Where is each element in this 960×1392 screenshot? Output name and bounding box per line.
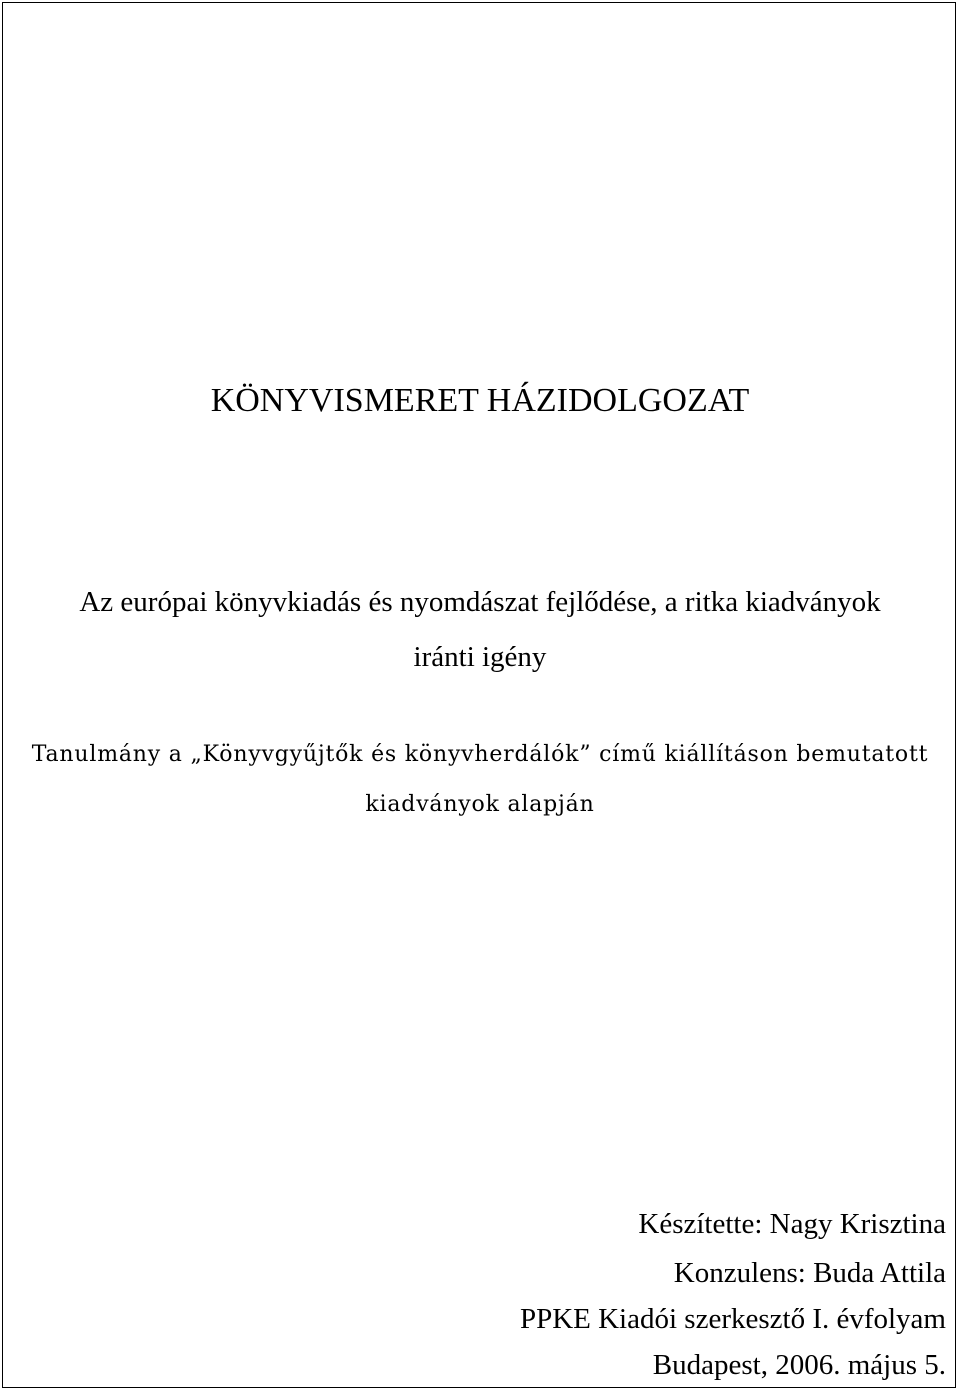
advisor-credit: Konzulens: Buda Attila [673,1257,946,1289]
study-description-line-2: kiadványok alapján [365,792,595,817]
subtitle-line-2: iránti igény [413,641,547,673]
study-description-line-1: Tanulmány a „Könyvgyűjtők és könyvherdálók” című kiállításon bemutatott [31,742,929,767]
author-credit: Készítette: Nagy Krisztina [638,1208,946,1240]
program-credit: PPKE Kiadói szerkesztő I. évfolyam [519,1303,946,1335]
page-border [2,2,956,1388]
subtitle-line-1: Az európai könyvkiadás és nyomdászat fejlődése, a ritka kiadványok [79,586,881,618]
document-title: KÖNYVISMERET HÁZIDOLGOZAT [210,382,750,419]
place-date: Budapest, 2006. május 5. [652,1349,946,1381]
